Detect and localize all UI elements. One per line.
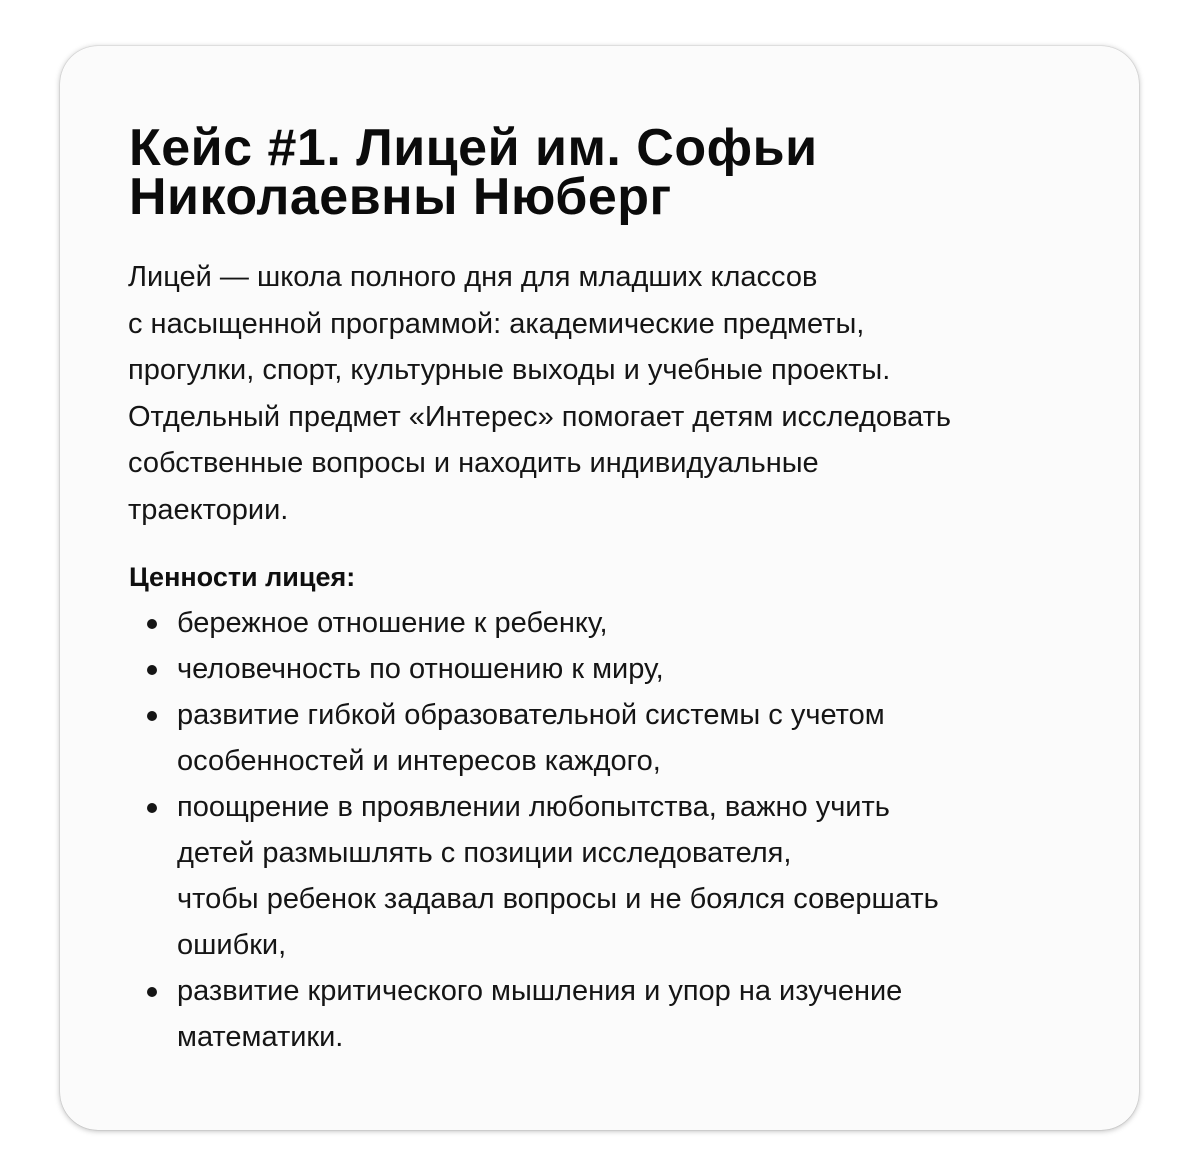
bullet-icon <box>147 665 157 675</box>
values-item-line: ошибки, <box>177 929 287 961</box>
bullet-icon <box>147 987 157 997</box>
case-card <box>60 46 1139 1130</box>
case-title <box>129 119 1089 226</box>
bullet-icon <box>147 803 157 813</box>
intro-line: Отдельный предмет «Интерес» помогает детям исследовать <box>128 400 951 433</box>
intro-line: прогулки, спорт, культурные выходы и учебные проекты. <box>128 354 891 386</box>
intro-line: собственные вопросы и находить индивидуальные <box>128 447 819 479</box>
values-list-item <box>128 692 1118 784</box>
values-item-line: бережное отношение к ребенку, <box>177 607 608 639</box>
intro-paragraph <box>128 254 1118 533</box>
bullet-icon <box>147 711 157 721</box>
case-title-line-2: Николаевны Нюберг <box>129 168 672 226</box>
values-item-line: поощрение в проявлении любопытства, важно учить <box>177 791 890 823</box>
values-heading: Ценности лицея: <box>129 562 356 592</box>
values-item-line: человечность по отношению к миру, <box>177 653 664 685</box>
intro-line: с насыщенной программой: академические предметы, <box>128 307 865 340</box>
values-item-line: математики. <box>177 1021 344 1053</box>
case-title-line-1: Кейс #1. Лицей им. Софьи <box>129 119 818 177</box>
values-list-item <box>128 646 1118 692</box>
bullet-icon <box>147 619 157 629</box>
intro-line: Лицей — школа полного дня для младших классов <box>128 261 818 293</box>
values-item-line: чтобы ребенок задавал вопросы и не боялся совершать <box>177 883 939 915</box>
intro-line: траектории. <box>128 493 289 526</box>
values-item-line: особенностей и интересов каждого, <box>177 745 661 777</box>
values-list-item <box>128 784 1118 968</box>
values-item-line: детей размышлять с позиции исследователя, <box>177 837 792 869</box>
values-list-item <box>128 968 1118 1060</box>
values-item-line: развитие гибкой образовательной системы с учетом <box>177 699 885 731</box>
values-item-line: развитие критического мышления и упор на изучение <box>177 975 903 1007</box>
values-list-item <box>128 600 1118 646</box>
values-list <box>128 600 1118 1060</box>
